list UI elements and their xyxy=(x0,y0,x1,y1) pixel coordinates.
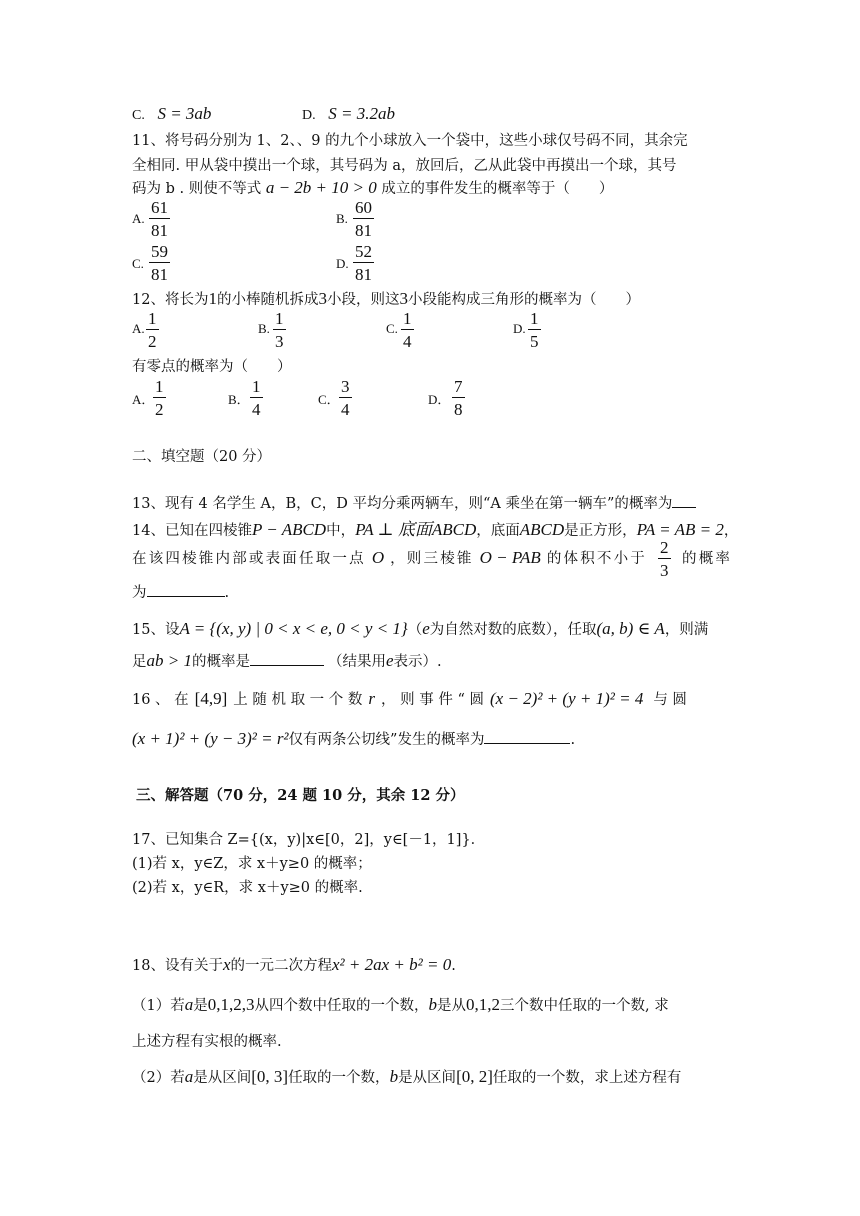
zero-option-b-label: B． xyxy=(228,392,250,407)
q18-p2-a: a xyxy=(184,1067,194,1086)
q18-p1-mid: 是 xyxy=(193,998,208,1014)
q11-option-c-fraction xyxy=(149,242,170,284)
q15-set: A = {(x, y) | 0 < x < e, 0 < y < 1} xyxy=(179,619,408,638)
q14-line-2-post: 的概率 xyxy=(682,551,733,567)
q17-line-2: (1)若 x，y∈Z，求 x＋y≥0 的概率； xyxy=(132,856,372,872)
q16-text-post: 与 圆 xyxy=(653,692,687,708)
q13-text: 13、现有 4 名学生 A，B，C，D 平均分乘两辆车，则“A 乘坐在第一辆车”的概率为 xyxy=(132,496,673,512)
fraction-numerator: 1 xyxy=(148,309,157,328)
q18-p2-interval-2: [0, 2] xyxy=(456,1067,493,1086)
fraction-numerator: 60 xyxy=(355,198,372,217)
q14-line-3 xyxy=(132,581,229,602)
q16-text-l2: 仅有两条公切线”发生的概率为 xyxy=(288,732,485,748)
q14-base: ABCD xyxy=(519,520,565,539)
fraction-numerator: 1 xyxy=(275,309,284,328)
zero-option-a-label: A． xyxy=(132,392,155,407)
q18-p2-pre: （2）若 xyxy=(132,1070,185,1086)
q18-part-1-line-2: 上述方程有实根的概率. xyxy=(132,1034,282,1050)
q18-p1-a: a xyxy=(184,995,194,1014)
q12-text-mid-2: 小段，则这 xyxy=(326,292,400,308)
q15-pair: (a, b) ∈ A xyxy=(596,619,665,638)
q12-option-c-fraction xyxy=(401,309,414,351)
q12-text-post: 小段能构成三角形的概率为（ ） xyxy=(407,292,640,308)
q18-line-1 xyxy=(132,954,456,975)
fraction-numerator: 61 xyxy=(151,198,168,217)
q12-option-c-label: C. xyxy=(386,321,398,336)
q16-circle-1: (x − 2)² + (y + 1)² = 4 xyxy=(490,689,644,708)
q16-circle-2: (x + 1)² + (y − 3)² = r² xyxy=(132,729,289,748)
q12-line-1 xyxy=(132,288,640,309)
fraction-denominator: 2 xyxy=(155,400,164,419)
q18-p1-pre: （1）若 xyxy=(132,998,185,1014)
fraction-denominator: 4 xyxy=(341,400,350,419)
q15-text-post: ，则满 xyxy=(664,622,709,638)
q11-option-d-label: D. xyxy=(336,256,349,271)
q18-p1-mid-2: 从四个数中任取的一个数， xyxy=(254,998,429,1014)
q18-p1-mid-3: 是从 xyxy=(436,998,466,1014)
q12-number-3: 3 xyxy=(318,289,327,308)
q10-option-c xyxy=(132,104,211,124)
option-label: C. xyxy=(132,108,145,123)
q12-option-a-fraction xyxy=(146,309,159,351)
q11-inequality: a − 2b + 10 > 0 xyxy=(265,178,377,197)
fraction-denominator: 2 xyxy=(148,332,157,351)
fraction-numerator: 2 xyxy=(660,538,669,557)
q12-option-a-label: A. xyxy=(132,321,145,336)
q15-e: e xyxy=(422,619,430,638)
q14-pyramid: P − ABCD xyxy=(251,520,327,539)
q18-text-pre: 18、设有关于 xyxy=(132,958,223,974)
q12-option-d-label: D. xyxy=(513,321,526,336)
q14-text-l2-pre: 在该四棱锥内部或表面任取一点 xyxy=(132,551,366,567)
q15-text-pre: 15、设 xyxy=(132,622,180,638)
q14-line-2 xyxy=(132,547,647,568)
q15-inequality: ab > 1 xyxy=(146,651,192,670)
q14-tetrahedron: O − PAB xyxy=(479,548,541,567)
q11-option-a-label: A. xyxy=(132,211,145,226)
q13-line xyxy=(132,492,696,513)
fraction-denominator: 3 xyxy=(275,332,284,351)
q18-p2-mid-3: 是从区间 xyxy=(398,1070,457,1086)
q14-equal-lengths: PA = AB = 2 xyxy=(636,520,724,539)
zero-option-d-fraction xyxy=(452,377,465,419)
q11-line-3-pre: 码为 b . 则使不等式 xyxy=(132,181,262,197)
q16-interval: [4,9] xyxy=(194,689,228,708)
q14-perpendicular: PA ⊥ 底面ABCD xyxy=(355,520,477,539)
fraction-denominator: 4 xyxy=(252,400,261,419)
fraction-denominator: 5 xyxy=(530,332,539,351)
zero-option-d-label: D． xyxy=(428,392,451,407)
q18-p1-post: 三个数中任取的一个数, 求 xyxy=(499,998,669,1014)
fraction-denominator: 81 xyxy=(151,265,168,284)
q18-text-mid: 的一元二次方程 xyxy=(230,958,332,974)
q15-text-l2-pre: 足 xyxy=(132,654,147,670)
q15-line-1 xyxy=(132,618,708,639)
fraction-denominator: 4 xyxy=(403,332,412,351)
fraction-denominator: 81 xyxy=(355,265,372,284)
answer-blank xyxy=(250,665,324,666)
q15-text-mid: 为自然对数的底数），任取 xyxy=(429,622,597,638)
q17-line-1: 17、已知集合 Z={(x，y)|x∈[0，2]，y∈[－1，1]}． xyxy=(132,832,486,848)
q18-p2-post: 任取的一个数，求上述方程有 xyxy=(492,1070,682,1086)
q14-text-end: ， xyxy=(723,523,739,539)
q14-text-l2-mid-2: 的体积不小于 xyxy=(546,551,648,567)
section-3-heading: 三、解答题（70 分，24 题 10 分，其余 12 分） xyxy=(136,787,465,804)
fraction-denominator: 81 xyxy=(355,221,372,240)
q14-point-o: O xyxy=(371,548,385,567)
q14-text-l3: 为 xyxy=(132,585,147,601)
q11-line-2: 全相同. 甲从袋中摸出一个球，其号码为 a，放回后，乙从此袋中再摸出一个球，其号 xyxy=(132,158,677,174)
q14-text-mid: 中， xyxy=(326,523,356,539)
answer-blank xyxy=(484,743,570,744)
q11-option-b-label: B. xyxy=(336,211,348,226)
fraction-numerator: 1 xyxy=(252,377,261,396)
q16-text-pre: 16 、 在 xyxy=(132,692,189,708)
q15-text-l2-mid: 的概率是 xyxy=(191,654,250,670)
zero-option-c-fraction xyxy=(339,377,352,419)
fraction-numerator: 52 xyxy=(355,242,372,261)
q18-part-1-line-1 xyxy=(132,994,669,1015)
q18-p1-set-2: 0,1,2 xyxy=(465,995,500,1014)
q16-period: . xyxy=(570,732,576,748)
q18-x: x xyxy=(222,955,231,974)
q11-line-3-post: 成立的事件发生的概率等于（ ） xyxy=(381,181,614,197)
fraction-numerator: 1 xyxy=(403,309,412,328)
q18-p2-mid: 是从区间 xyxy=(193,1070,252,1086)
q16-r: r xyxy=(368,689,376,708)
q14-period: . xyxy=(224,585,230,601)
q12-option-b-fraction xyxy=(273,309,286,351)
q14-text-pre: 14、已知在四棱锥 xyxy=(132,523,252,539)
q14-line-1 xyxy=(132,515,738,540)
q15-e-2: e xyxy=(385,651,394,670)
q14-fraction xyxy=(658,538,671,580)
q16-line-2 xyxy=(132,728,575,749)
q17-line-3: (2)若 x，y∈R，求 x＋y≥0 的概率. xyxy=(132,880,363,896)
q14-text-mid-3: 是正方形， xyxy=(564,523,637,539)
answer-blank xyxy=(147,596,225,597)
fraction-numerator: 7 xyxy=(454,377,463,396)
q14-text-l2-mid: ，则三棱锥 xyxy=(390,551,474,567)
fraction-denominator: 8 xyxy=(454,400,463,419)
q18-p2-mid-2: 任取的一个数， xyxy=(288,1070,390,1086)
q18-part-2-line-1 xyxy=(132,1066,681,1087)
fraction-numerator: 1 xyxy=(530,309,539,328)
q10-option-d xyxy=(302,104,395,124)
q15-paren-open: （ xyxy=(407,622,423,638)
q11-option-c-label: C. xyxy=(132,256,144,271)
zero-option-b-fraction xyxy=(250,377,263,419)
section-2-heading: 二、填空题（20 分） xyxy=(132,449,272,465)
zero-option-a-fraction xyxy=(153,377,166,419)
q11-option-b-fraction xyxy=(353,198,374,240)
q12-option-d-fraction xyxy=(528,309,541,351)
fraction-numerator: 1 xyxy=(155,377,164,396)
q12-option-b-label: B. xyxy=(258,321,270,336)
q12-text-mid: 的小棒随机拆成 xyxy=(216,292,319,308)
answer-blank xyxy=(672,507,696,508)
q15-text-l2-end: 表示）. xyxy=(393,654,442,670)
q11-option-d-fraction xyxy=(353,242,374,284)
q12-number-1: 1 xyxy=(208,289,217,308)
q12-number-3b: 3 xyxy=(399,289,408,308)
q11-line-3 xyxy=(132,177,613,198)
option-expression: S = 3ab xyxy=(157,104,212,123)
fraction-denominator: 3 xyxy=(660,561,669,580)
q18-p2-interval-1: [0, 3] xyxy=(251,1067,289,1086)
zero-option-c-label: C． xyxy=(318,392,340,407)
q14-text-mid-2: ，底面 xyxy=(476,523,520,539)
q15-text-l2-post: （结果用 xyxy=(327,654,386,670)
fraction-numerator: 3 xyxy=(341,377,350,396)
q16-text-mid-2: ， 则 事 件 “ 圆 xyxy=(381,692,484,708)
q18-p1-b: b xyxy=(428,995,437,1014)
q16-line-1 xyxy=(132,688,687,709)
zero-point-question: 有零点的概率为（ ） xyxy=(132,359,292,375)
q18-p1-set-1: 0,1,2,3 xyxy=(207,995,255,1014)
q18-equation: x² + 2ax + b² = 0 xyxy=(332,955,452,974)
fraction-numerator: 59 xyxy=(151,242,168,261)
q12-text-pre: 12、将长为 xyxy=(132,292,209,308)
q18-p2-b: b xyxy=(389,1067,399,1086)
q16-text-mid: 上 随 机 取 一 个 数 xyxy=(233,692,363,708)
q15-line-2 xyxy=(132,650,442,671)
option-expression: S = 3.2ab xyxy=(328,104,395,123)
option-label: D. xyxy=(302,108,316,123)
q11-option-a-fraction xyxy=(149,198,170,240)
fraction-denominator: 81 xyxy=(151,221,168,240)
q11-line-1: 11、将号码分别为 1、2、、9 的九个小球放入一个袋中，这些小球仅号码不同，其余完 xyxy=(132,133,688,149)
q18-period: . xyxy=(451,958,456,974)
